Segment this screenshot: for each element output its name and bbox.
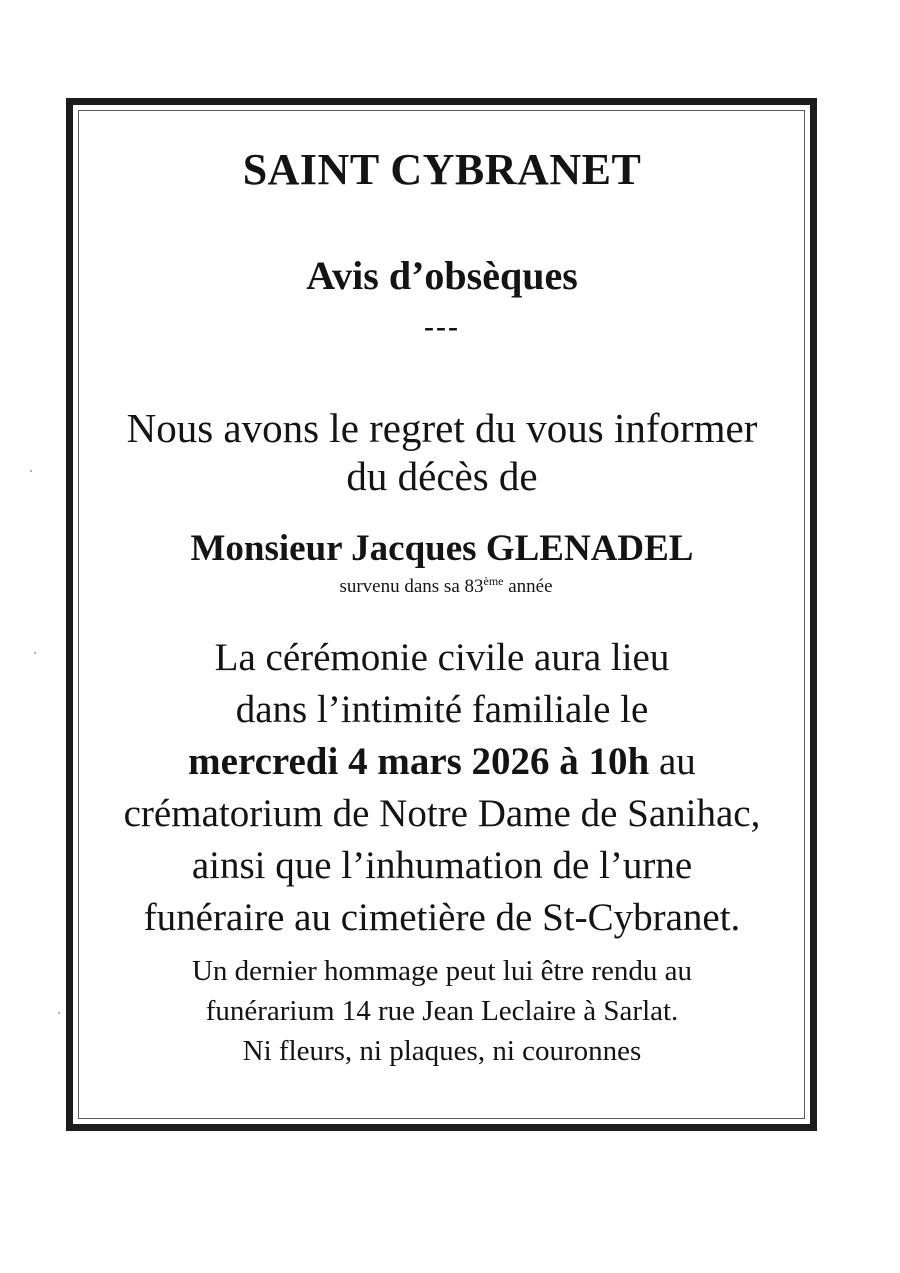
tribute-line-2: funérarium 14 rue Jean Leclaire à Sarlat. [205, 995, 679, 1027]
tribute-paragraph [0, 951, 884, 1071]
ceremony-line-2: dans l’intimité familiale le [235, 688, 649, 731]
age-suffix: année [503, 576, 553, 597]
age-ordinal-suffix: ème [483, 574, 504, 588]
scan-speck [30, 470, 32, 472]
scan-speck [58, 1012, 60, 1014]
ceremony-paragraph [0, 632, 884, 944]
ceremony-line-5: ainsi que l’inhumation de l’urne [191, 844, 693, 887]
tribute-line-3: Ni fleurs, ni plaques, ni couronnes [242, 1035, 642, 1067]
deceased-name: Monsieur Jacques GLENADEL [190, 528, 694, 569]
intro-line-1: Nous avons le regret du vous informer [126, 405, 758, 451]
ceremony-line-4: crématorium de Notre Dame de Sanihac, [123, 792, 761, 835]
ceremony-line-6: funéraire au cimetière de St-Cybranet. [143, 896, 741, 939]
ceremony-line-1: La cérémonie civile aura lieu [214, 636, 670, 679]
intro-paragraph [0, 404, 884, 500]
ceremony-date-after: au [649, 740, 696, 783]
age-line [4, 574, 888, 598]
intro-line-2: du décès de [346, 453, 538, 499]
town-heading: SAINT CYBRANET [242, 145, 642, 194]
title-separator: --- [424, 310, 460, 343]
age-prefix: survenu dans sa 83 [339, 576, 484, 597]
ceremony-line-3 [0, 736, 884, 788]
tribute-line-1: Un dernier hommage peut lui être rendu au [191, 955, 693, 987]
notice-title: Avis d’obsèques [306, 253, 578, 298]
ceremony-date: mercredi 4 mars 2026 à 10h [188, 740, 650, 783]
scan-speck [34, 652, 36, 654]
